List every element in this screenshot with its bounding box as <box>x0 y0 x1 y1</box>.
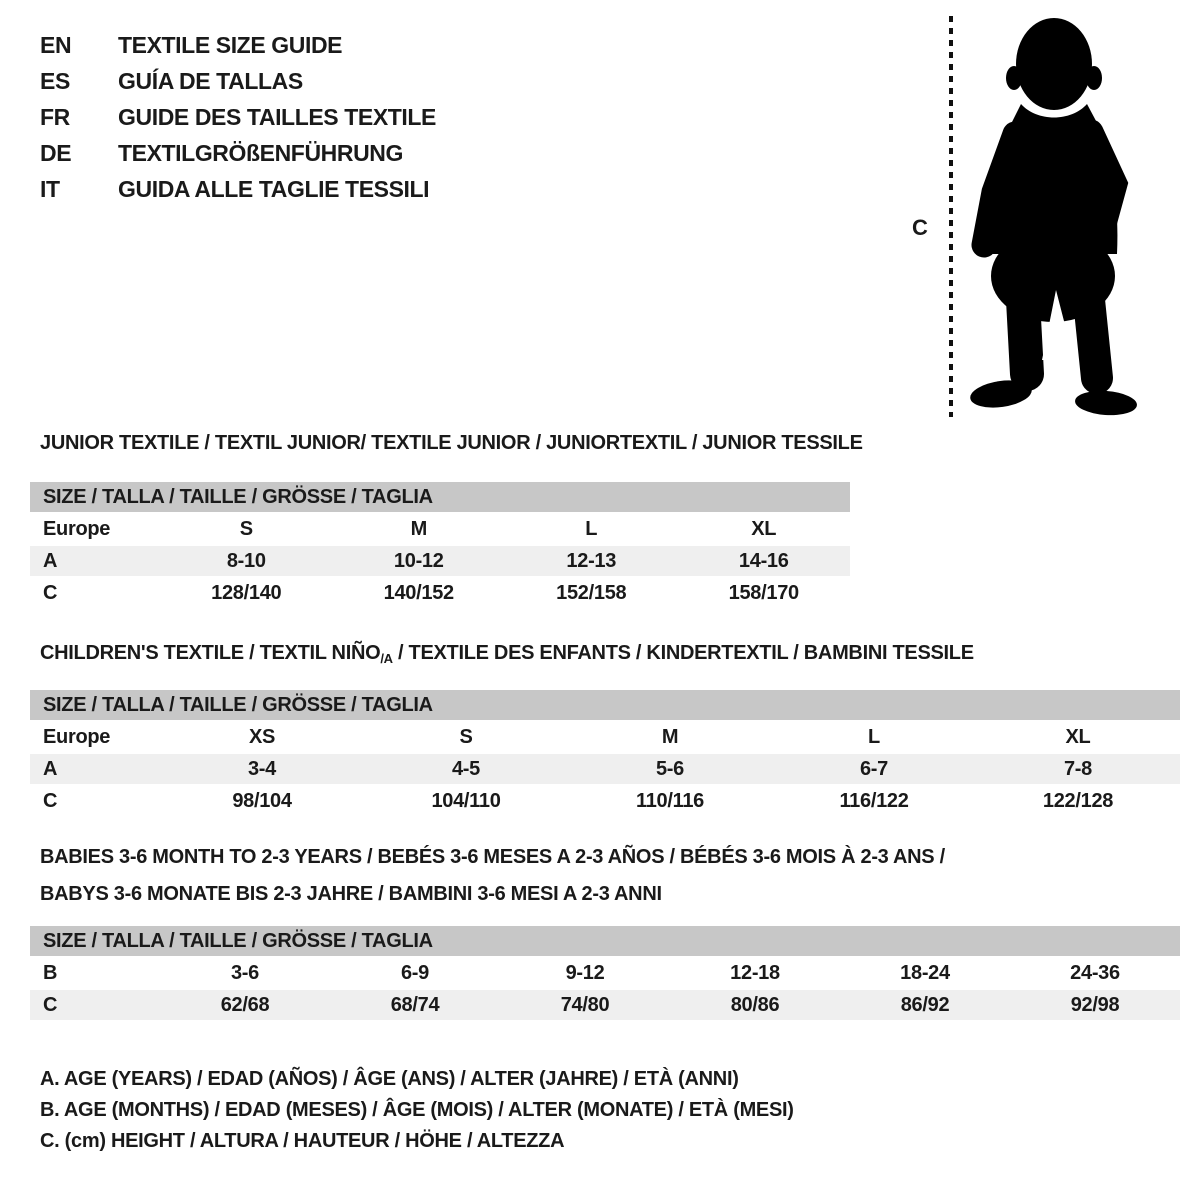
language-code: IT <box>40 175 60 202</box>
language-guide-title: GUÍA DE TALLAS <box>118 67 303 94</box>
table-cell: 92/98 <box>1070 994 1120 1016</box>
language-code: ES <box>40 67 70 94</box>
language-row <box>40 63 436 99</box>
size-table-children <box>30 690 1180 818</box>
size-table-header: SIZE / TALLA / TAILLE / GRÖSSE / TAGLIA <box>30 690 1180 720</box>
table-cell: 3-6 <box>230 962 259 984</box>
size-table-babies <box>30 926 1180 1022</box>
table-cell: M <box>410 518 427 540</box>
footnote-line: A. AGE (YEARS) / EDAD (AÑOS) / ÂGE (ANS) / ALTER (JAHRE) / ETÀ (ANNI) <box>40 1068 739 1090</box>
row-label: A <box>43 758 58 780</box>
language-row <box>40 135 436 171</box>
table-row <box>30 514 850 544</box>
section-title-junior: JUNIOR TEXTILE / TEXTIL JUNIOR/ TEXTILE JUNIOR / JUNIORTEXTIL / JUNIOR TESSILE <box>40 432 863 454</box>
table-row <box>30 786 1180 816</box>
row-label: B <box>43 962 58 984</box>
table-cell: S <box>459 726 473 748</box>
table-cell: 122/128 <box>1042 790 1114 812</box>
size-table-junior <box>30 482 850 610</box>
table-cell: L <box>585 518 598 540</box>
row-label: Europe <box>43 726 111 748</box>
row-label: C <box>43 582 58 604</box>
table-row <box>30 990 1180 1020</box>
language-code: DE <box>40 139 72 166</box>
table-cell: 7-8 <box>1063 758 1092 780</box>
table-cell: 104/110 <box>431 790 501 812</box>
row-label: C <box>43 790 58 812</box>
table-cell: 12-18 <box>730 962 780 984</box>
height-dashed-line <box>949 16 953 417</box>
table-cell: 24-36 <box>1070 962 1120 984</box>
table-cell: 6-9 <box>400 962 429 984</box>
table-cell: S <box>239 518 253 540</box>
language-guide-title: TEXTILGRÖßENFÜHRUNG <box>118 139 403 166</box>
table-cell: XS <box>248 726 276 748</box>
table-cell: 12-13 <box>566 550 617 572</box>
size-table-header: SIZE / TALLA / TAILLE / GRÖSSE / TAGLIA <box>30 482 850 512</box>
row-label: C <box>43 994 58 1016</box>
language-guide-title: GUIDA ALLE TAGLIE TESSILI <box>118 175 430 202</box>
language-title-list <box>40 27 436 207</box>
size-table-header: SIZE / TALLA / TAILLE / GRÖSSE / TAGLIA <box>30 926 1180 956</box>
table-cell: 62/68 <box>220 994 270 1016</box>
table-row <box>30 578 850 608</box>
table-cell: 5-6 <box>655 758 684 780</box>
language-row <box>40 27 436 63</box>
row-label: A <box>43 550 58 572</box>
language-guide-title: TEXTILE SIZE GUIDE <box>118 31 343 58</box>
height-measure-label: C <box>912 215 928 240</box>
table-cell: XL <box>751 518 777 540</box>
section-title-babies-line1: BABIES 3-6 MONTH TO 2-3 YEARS / BEBÉS 3-6 MESES A 2-3 AÑOS / BÉBÉS 3-6 MOIS À 2-3 ANS / <box>40 846 945 868</box>
table-cell: 4-5 <box>451 758 480 780</box>
section-title-children <box>40 642 974 666</box>
row-label: Europe <box>43 518 111 540</box>
language-code: FR <box>40 103 70 130</box>
table-cell: 158/170 <box>728 582 799 604</box>
table-cell: 152/158 <box>556 582 627 604</box>
table-cell: 14-16 <box>738 550 789 572</box>
language-row <box>40 171 436 207</box>
toddler-silhouette <box>963 12 1141 418</box>
table-cell: 68/74 <box>390 994 440 1016</box>
table-cell: 110/116 <box>636 790 704 812</box>
table-cell: 3-4 <box>247 758 276 780</box>
footnote-line: B. AGE (MONTHS) / EDAD (MESES) / ÂGE (MOIS) / ALTER (MONATE) / ETÀ (MESI) <box>40 1099 794 1121</box>
table-cell: 128/140 <box>211 582 282 604</box>
table-cell: XL <box>1065 726 1091 748</box>
language-row <box>40 99 436 135</box>
table-row <box>30 958 1180 988</box>
section-title-children-subscript: /A <box>380 651 393 666</box>
table-cell: M <box>661 726 679 748</box>
table-cell: 74/80 <box>560 994 610 1016</box>
table-cell: 86/92 <box>900 994 950 1016</box>
table-cell: 140/152 <box>383 582 454 604</box>
section-title-children-text-after: / TEXTILE DES ENFANTS / KINDERTEXTIL / BAMBINI TESSILE <box>392 642 974 664</box>
table-row <box>30 546 850 576</box>
section-title-children-text: CHILDREN'S TEXTILE / TEXTIL NIÑO <box>40 642 381 664</box>
table-cell: 9-12 <box>565 962 605 984</box>
language-code: EN <box>40 31 72 58</box>
section-title-babies-line2: BABYS 3-6 MONATE BIS 2-3 JAHRE / BAMBINI 3-6 MESI A 2-3 ANNI <box>40 883 662 905</box>
table-cell: 8-10 <box>226 550 266 572</box>
table-cell: 10-12 <box>393 550 444 572</box>
table-cell: 6-7 <box>859 758 888 780</box>
table-cell: 80/86 <box>730 994 780 1016</box>
table-cell: 18-24 <box>900 962 950 984</box>
footnote-legend <box>40 1068 794 1161</box>
table-row <box>30 722 1180 752</box>
section-title-babies <box>40 846 945 920</box>
table-cell: 116/122 <box>839 790 909 812</box>
table-cell: 98/104 <box>232 790 292 812</box>
language-guide-title: GUIDE DES TAILLES TEXTILE <box>118 103 436 130</box>
table-row <box>30 754 1180 784</box>
footnote-line: C. (cm) HEIGHT / ALTURA / HAUTEUR / HÖHE / ALTEZZA <box>40 1130 565 1152</box>
table-cell: L <box>868 726 880 748</box>
